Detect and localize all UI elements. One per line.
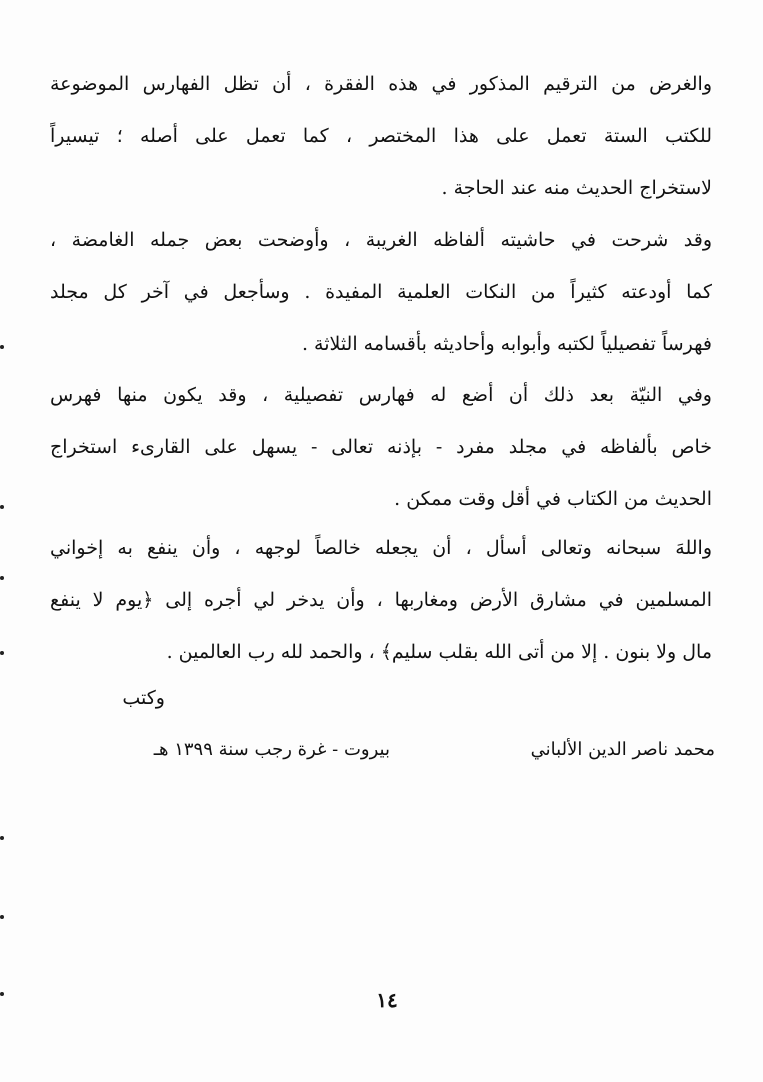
text-line: وقد شرحت في حاشيته ألفاظه الغريبة ، وأوضحت بعض جمله الغامضة ، [50,229,712,251]
binding-hole-mark [0,576,4,580]
text-line: وفي النيّة بعد ذلك أن أضع له فهارس تفصيلية ، وقد يكون منها فهرس [50,384,712,406]
place-date: بيروت - غرة رجب سنة ١٣٩٩ هـ [153,739,390,760]
binding-hole-mark [0,915,4,919]
text-line: خاص بألفاظه في مجلد مفرد - بإذنه تعالى - يسهل على القارىء استخراج [50,436,712,458]
paragraph-4 [50,522,712,678]
binding-hole-mark [0,992,4,996]
binding-hole-mark [0,345,4,349]
text-line: مال ولا بنون . إلا من أتى الله بقلب سليم﴾ ، والحمد لله رب العالمين . [166,641,712,663]
binding-hole-mark [0,651,4,655]
signoff-text: وكتب [122,687,165,709]
text-line: الحديث من الكتاب في أقل وقت ممكن . [394,488,712,510]
text-line: لاستخراج الحديث منه عند الحاجة . [441,177,712,199]
text-line: واللهَ سبحانه وتعالى أسأل ، أن يجعله خالصاً لوجهه ، وأن ينفع به إخواني [50,537,712,559]
text-line: والغرض من الترقيم المذكور في هذه الفقرة ، أن تظل الفهارس الموضوعة [50,73,712,95]
text-line: للكتب الستة تعمل على هذا المختصر ، كما تعمل على أصله ؛ تيسيراً [50,125,712,147]
binding-hole-mark [0,836,4,840]
text-line: كما أودعته كثيراً من النكات العلمية المفيدة . وسأجعل في آخر كل مجلد [50,281,712,303]
paragraph-3 [50,369,712,525]
page-number: ١٤ [376,988,398,1012]
text-line: المسلمين في مشارق الأرض ومغاربها ، وأن يدخر لي أجره إلى ﴿يوم لا ينفع [50,589,712,611]
binding-hole-mark [0,505,4,509]
paragraph-1 [50,58,712,214]
text-line: فهرساً تفصيلياً لكتبه وأبوابه وأحاديثه بأقسامه الثلاثة . [301,333,712,355]
author-signature: محمد ناصر الدين الألباني [530,739,715,760]
paragraph-2 [50,214,712,370]
